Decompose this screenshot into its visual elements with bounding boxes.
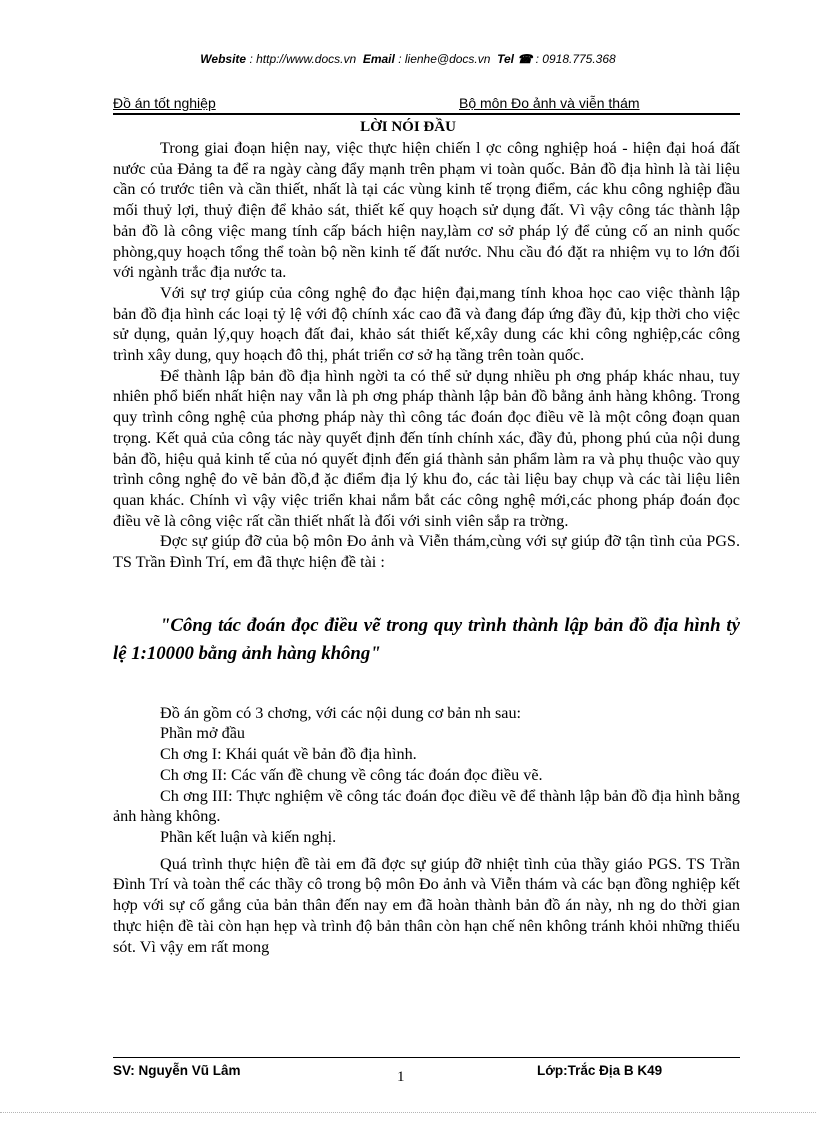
website-url[interactable]: : http://www.docs.vn bbox=[249, 52, 357, 66]
thesis-title-quote: "Công tác đoán đọc điều vẽ trong quy trình thành lập bản đồ địa hình tỷ lệ 1:10000 bằng ảnh hàng không" bbox=[113, 614, 740, 664]
paragraph: Trong giai đoạn hiện nay, việc thực hiện chiến l ợc công nghiệp hoá - hiện đại hoá đất nước của Đảng ta để ra ngày càng đẩy mạnh trên phạm vi toàn quốc. Bản đồ địa hình là tài liệu cần có trước tiên và cần thiết, nhất là tại các vùng kinh tế trọng điểm, các khu công nghiệp đầu mối thuỷ lợi, thuỷ điện để khảo sát, thiết kế quy hoạch sử dụng đất. Vì vậy công tác thành lập bản đồ là công việc mang tính cấp bách hiện nay,làm cơ sở pháp lý để củng cố an ninh quốc phòng,quy hoạch tổng thể toàn bộ nền kinh tế đất nước. Nhu cầu đó đặt ra nhiệm vụ to lớn đối với ngành trắc địa nước ta. bbox=[113, 139, 740, 282]
outline-item: Ch ơng III: Thực nghiệm về công tác đoán đọc điều vẽ để thành lập bản đồ địa hình bằng ảnh hàng không. bbox=[113, 786, 740, 826]
tel-number: : 0918.775.368 bbox=[535, 52, 616, 66]
page-number: 1 bbox=[397, 1069, 405, 1085]
paragraph: Để thành lập bản đồ địa hình ngời ta có thể sử dụng nhiều ph ơng pháp khác nhau, tuy nhiên phổ biến nhất hiện nay vẫn là ph ơng pháp thành lập bản đồ bằng ảnh hàng không. Trong quy trình công nghệ của phơng pháp này thì công tác đoán đọc điều vẽ là một công đoạn quan trọng. Kết quả của công tác này quyết định đến tính chính xác, đầy đủ, phong phú của nội dung bản đồ, hiệu quả kinh tế của nó quyết định đến giá thành sản phẩm làm ra và phụ thuộc vào quy trình công nghệ đo vẽ bản đồ,đ ặc điểm địa lý khu đo, các tài liệu bay chụp và các tài liệu liên quan khác. Chính vì vậy việc triển khai nắm bắt các công nghệ mới,các phong pháp đoán đọc điều vẽ là công việc rất cần thiết nhất là đối với sinh viên sắp ra trờng. bbox=[113, 366, 740, 530]
document-body bbox=[113, 138, 740, 957]
footer-class: Lớp:Trắc Địa B K49 bbox=[537, 1063, 663, 1078]
page-footer bbox=[113, 1057, 740, 1088]
page-title: LỜI NÓI ĐẦU bbox=[360, 119, 456, 135]
outline-item: Ch ơng I: Khái quát về bản đồ địa hình. bbox=[160, 745, 417, 764]
outline-item: Ch ơng II: Các vấn đề chung về công tác đoán đọc điều vẽ. bbox=[160, 765, 543, 784]
outline-item: Phần kết luận và kiến nghị. bbox=[160, 827, 337, 846]
website-banner bbox=[0, 52, 816, 66]
email-address[interactable]: : lienhe@docs.vn bbox=[398, 52, 491, 66]
paragraph: Đợc sự giúp đỡ của bộ môn Đo ảnh và Viễn thám,cùng với sự giúp đỡ tận tình của PGS. TS Trần Đình Trí, em đã thực hiện đề tài : bbox=[113, 532, 740, 572]
header-right: Bộ môn Đo ảnh và viễn thám bbox=[459, 95, 640, 111]
paragraph: Với sự trợ giúp của công nghệ đo đạc hiện đại,mang tính khoa học cao việc thành lập bản đồ địa hình các loại tỷ lệ với độ chính xác cao đã và đang đáp ứng đầy đủ, kịp thời cho việc sử dụng, quản lý,quy hoạch đất đai, khảo sát thiết kế,xây dung các khi công nghiệp,các công trình xây dung, quy hoạch đô thị, phát triển cơ sở hạ tầng trên toàn quốc. bbox=[113, 283, 740, 365]
paragraph-closing: Quá trình thực hiện đề tài em đã đợc sự giúp đỡ nhiệt tình của thầy giáo PGS. TS Trần Đình Trí và toàn thể các thầy cô trong bộ môn Đo ảnh và Viễn thám và các bạn đồng nghiệp kết hợp với sự cố gắng của bản thân đến nay em đã hoàn thành bản đồ án này, nh ng do thời gian thực hiện đề tài còn hạn hẹp và trình độ bản thân còn hạn chế nên không tránh khỏi những thiếu sót. Vì vậy em rất mong bbox=[113, 854, 740, 956]
outline-intro: Đồ án gồm có 3 chơng, với các nội dung cơ bản nh sau: bbox=[160, 703, 522, 722]
page-bottom-divider bbox=[0, 1112, 816, 1113]
page-header bbox=[113, 95, 740, 115]
website-label: Website bbox=[200, 52, 247, 66]
footer-student: SV: Nguyễn Vũ Lâm bbox=[113, 1063, 241, 1078]
header-left: Đồ án tốt nghiệp bbox=[113, 95, 216, 111]
tel-label: Tel ☎ bbox=[497, 52, 533, 66]
email-label: Email bbox=[362, 52, 395, 66]
outline-list bbox=[113, 703, 740, 848]
outline-item: Phần mở đầu bbox=[160, 724, 245, 743]
